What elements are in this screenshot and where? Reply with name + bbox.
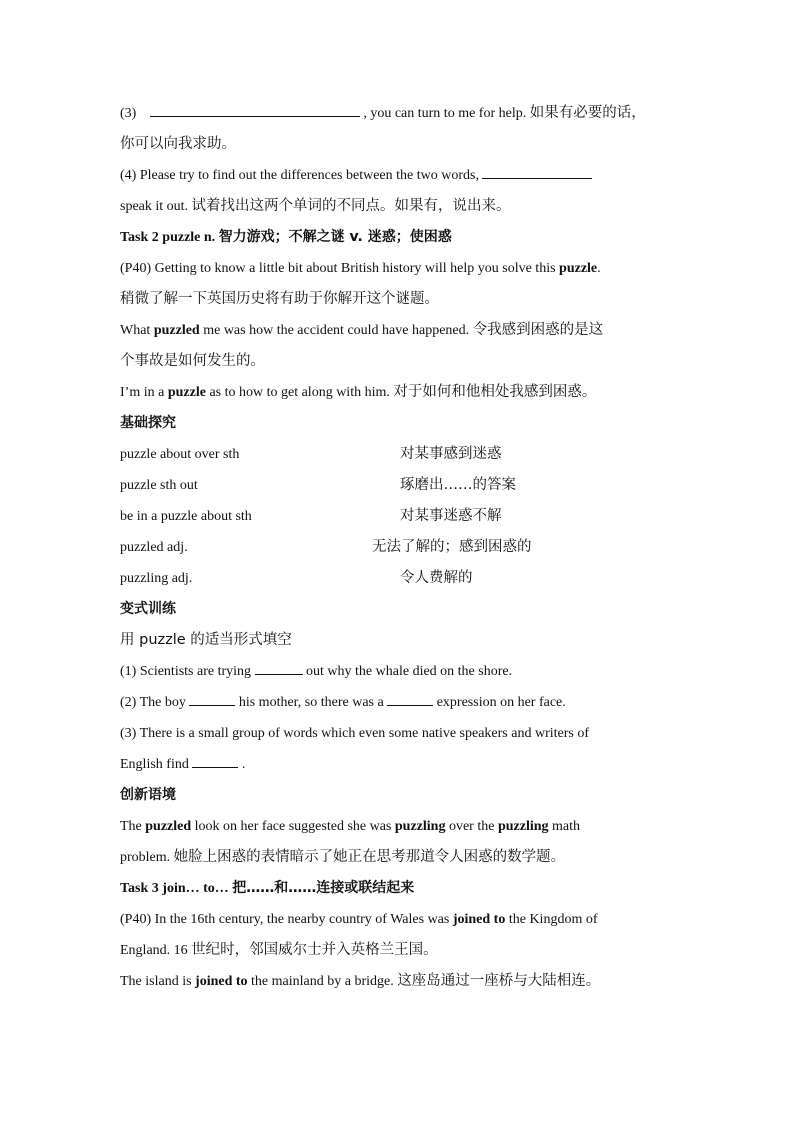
- answer-blank[interactable]: [150, 102, 360, 117]
- keyword: puzzle: [167, 385, 206, 400]
- vocab-term: puzzle sth out: [120, 478, 198, 493]
- chinese-translation: 对于如何和他相处我感到困惑。: [393, 384, 597, 400]
- sentence-text: out why the whale died on the shore.: [302, 664, 513, 679]
- exercise-3-continuation: [120, 749, 676, 780]
- keyword: joined to: [452, 912, 506, 927]
- sentence-text: English find: [120, 757, 193, 772]
- example-translation: 稍微了解一下英国历史将有助于你解开这个谜题。: [120, 291, 439, 307]
- sentence-text: (4) Please try to find out the differences between the two words,: [120, 168, 483, 183]
- vocab-row: [120, 532, 676, 563]
- vocab-definition: 对某事感到迷惑: [400, 446, 502, 462]
- chinese-translation: 如果有必要的话，: [529, 105, 646, 121]
- sentence-text: .: [597, 261, 601, 276]
- answer-blank[interactable]: [387, 691, 433, 706]
- sentence-text: the mainland by a bridge.: [247, 974, 398, 989]
- example-translation: 个事故是如何发生的。: [120, 353, 265, 369]
- vocab-row: [120, 470, 676, 501]
- sentence-4-continuation: [120, 191, 676, 222]
- example-continuation: [120, 935, 676, 966]
- sentence-text: , you can turn to me for help.: [359, 106, 530, 121]
- example-line: [120, 966, 676, 997]
- answer-blank[interactable]: [255, 660, 303, 675]
- chinese-translation: 试着找出这两个单词的不同点。如果有，说出来。: [191, 198, 511, 214]
- exercise-1: [120, 656, 676, 687]
- answer-blank[interactable]: [192, 753, 238, 768]
- vocab-definition: 令人费解的: [400, 570, 473, 586]
- sentence-3-line: [120, 98, 676, 129]
- section-heading-basic: 基础探究: [120, 415, 176, 431]
- vocab-term: puzzled adj.: [120, 540, 188, 555]
- answer-blank[interactable]: [482, 164, 592, 179]
- chinese-translation: 她脸上困惑的表情暗示了她正在思考那道令人困惑的数学题。: [173, 849, 566, 865]
- vocab-row: [120, 501, 676, 532]
- example-line: [120, 315, 676, 346]
- task-title: Task 2 puzzle n.: [120, 230, 219, 245]
- sentence-text: I’m in a: [120, 385, 168, 400]
- vocab-term: be in a puzzle about sth: [120, 509, 252, 524]
- keyword: puzzle: [559, 261, 598, 276]
- sentence-text: (1) Scientists are trying: [120, 664, 255, 679]
- exercise-2: [120, 687, 676, 718]
- chinese-translation: 令我感到困惑的是这: [472, 322, 604, 338]
- sentence-text: speak it out.: [120, 199, 192, 214]
- task-title: Task 3 join… to…: [120, 881, 233, 896]
- vocab-term: puzzling adj.: [120, 571, 193, 586]
- keyword: puzzled: [153, 323, 200, 338]
- keyword: puzzled: [145, 819, 192, 834]
- sentence-text: expression on her face.: [433, 695, 566, 710]
- sentence-3-translation: 你可以向我求助。: [120, 136, 236, 152]
- item-number: (3): [120, 106, 137, 121]
- vocab-row: [120, 563, 676, 594]
- vocab-definition: 琢磨出……的答案: [400, 477, 516, 493]
- vocab-definition: 对某事迷惑不解: [400, 508, 502, 524]
- sentence-text: (P40) In the 16th century, the nearby country of Wales was: [120, 912, 453, 927]
- section-heading-variant: 变式训练: [120, 601, 176, 617]
- innovation-sentence: [120, 811, 676, 842]
- sentence-text: his mother, so there was a: [235, 695, 388, 710]
- task-title-chinese: 智力游戏；不解之谜 v. 迷惑；使困惑: [218, 229, 452, 245]
- keyword: puzzling: [394, 819, 446, 834]
- keyword: joined to: [195, 974, 248, 989]
- task-title-chinese: 把……和……连接或联结起来: [232, 880, 415, 896]
- exercise-3: (3) There is a small group of words which even some native speakers and writers of: [120, 726, 589, 741]
- sentence-text: over the: [445, 819, 498, 834]
- sentence-text: The island is: [120, 974, 196, 989]
- sentence-text: problem.: [120, 850, 174, 865]
- task-2-heading: [120, 222, 676, 253]
- example-line: [120, 904, 676, 935]
- exercise-instruction: 用 puzzle 的适当形式填空: [120, 632, 292, 648]
- vocab-row: [120, 439, 676, 470]
- vocab-term: puzzle about over sth: [120, 447, 240, 462]
- example-line: [120, 377, 676, 408]
- sentence-text: What: [120, 323, 154, 338]
- chinese-translation: 世纪时，邻国威尔士并入英格兰王国。: [191, 942, 438, 958]
- innovation-sentence-continuation: [120, 842, 676, 873]
- sentence-text: The: [120, 819, 146, 834]
- sentence-text: look on her face suggested she was: [191, 819, 395, 834]
- sentence-text: me was how the accident could have happened.: [199, 323, 473, 338]
- sentence-text: .: [238, 757, 246, 772]
- sentence-text: as to how to get along with him.: [205, 385, 394, 400]
- sentence-4-line: [120, 160, 676, 191]
- chinese-translation: 这座岛通过一座桥与大陆相连。: [397, 973, 601, 989]
- task-3-heading: [120, 873, 676, 904]
- sentence-text: (2) The boy: [120, 695, 190, 710]
- sentence-text: the Kingdom of: [505, 912, 598, 927]
- keyword: puzzling: [497, 819, 549, 834]
- sentence-text: England. 16: [120, 943, 192, 958]
- document-page: [120, 98, 676, 997]
- sentence-text: math: [548, 819, 581, 834]
- sentence-text: (P40) Getting to know a little bit about British history will help you solve this: [120, 261, 560, 276]
- example-line: [120, 253, 676, 284]
- answer-blank[interactable]: [189, 691, 235, 706]
- section-heading-innovation: 创新语境: [120, 787, 176, 803]
- vocab-definition: 无法了解的；感到困惑的: [372, 539, 532, 555]
